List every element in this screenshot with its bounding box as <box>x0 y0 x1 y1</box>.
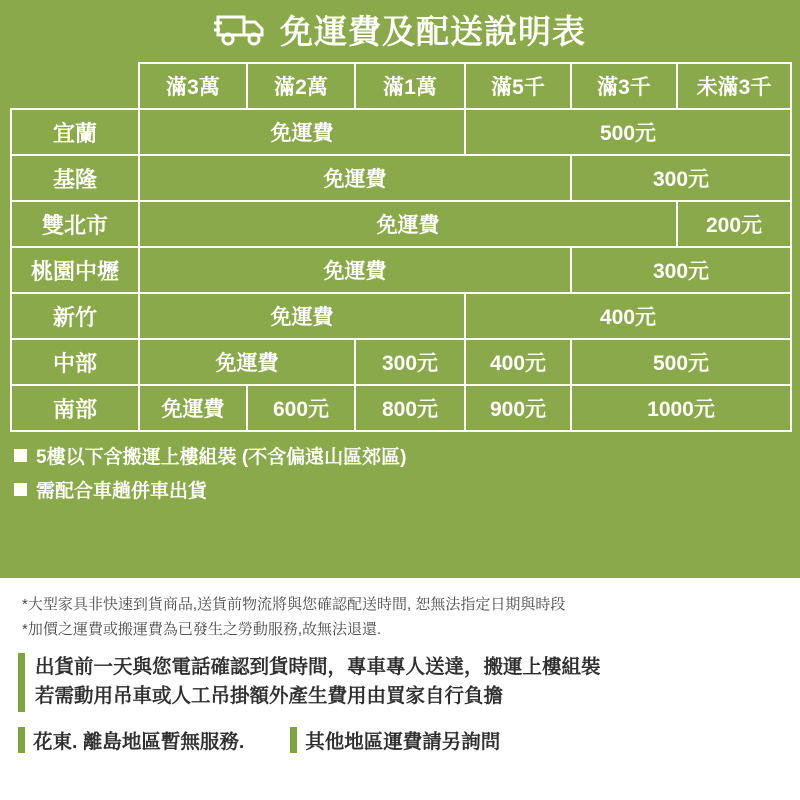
table-row-header: 新竹 <box>11 293 139 339</box>
table-cell: 900元 <box>465 385 571 431</box>
table-row <box>11 155 791 201</box>
table-cell: 免運費 <box>139 385 247 431</box>
disclaimer-panel <box>0 578 800 800</box>
accent-bar <box>290 727 297 753</box>
table-col-header: 滿5千 <box>465 63 571 109</box>
table-cell: 免運費 <box>139 201 677 247</box>
note-text: 需配合車趟併車出貨 <box>36 481 208 502</box>
table-cell: 800元 <box>355 385 465 431</box>
table-row <box>11 385 791 431</box>
table-col-header: 滿3千 <box>571 63 677 109</box>
table-row-header: 宜蘭 <box>11 109 139 155</box>
table-cell: 免運費 <box>139 155 571 201</box>
table-cell: 400元 <box>465 293 791 339</box>
bullet-square-icon <box>14 449 27 462</box>
table-cell: 免運費 <box>139 247 571 293</box>
bottom-note-row <box>18 726 782 754</box>
table-cell: 300元 <box>355 339 465 385</box>
table-row-header: 中部 <box>11 339 139 385</box>
bottom-note-left: 花東. 離島地區暫無服務. <box>33 730 245 753</box>
table-cell: 免運費 <box>139 109 465 155</box>
table-row <box>11 339 791 385</box>
table-cell: 400元 <box>465 339 571 385</box>
bullet-square-icon <box>14 483 27 496</box>
list-item <box>14 442 800 469</box>
table-cell: 300元 <box>571 247 791 293</box>
table-col-header: 滿3萬 <box>139 63 247 109</box>
table-cell: 600元 <box>247 385 355 431</box>
table-row-header: 雙北市 <box>11 201 139 247</box>
page-title: 免運費及配送說明表 <box>280 12 586 50</box>
table-cell: 300元 <box>571 155 791 201</box>
small-note: *加價之運費或搬運費為已發生之勞動服務,故無法退還. <box>22 620 382 638</box>
small-note: *大型家具非快速到貨商品,送貨前物流將與您確認配送時間, 恕無法指定日期與時段 <box>22 596 566 613</box>
table-corner-cell <box>11 63 139 109</box>
table-header-row <box>11 63 791 109</box>
table-col-header: 滿2萬 <box>247 63 355 109</box>
table-cell: 200元 <box>677 201 791 247</box>
table-cell: 1000元 <box>571 385 791 431</box>
highlight-text: 若需動用吊車或人工吊掛額外產生費用由買家自行負擔 <box>35 685 504 708</box>
table-row-header: 基隆 <box>11 155 139 201</box>
highlight-text: 出貨前一天與您電話確認到貨時間，專車專人送達，搬運上樓組裝 <box>35 656 601 678</box>
table-cell: 500元 <box>465 109 791 155</box>
note-list <box>14 442 800 503</box>
bottom-note-right: 其他地區運費請另詢問 <box>305 730 501 753</box>
table-row-header: 桃園中壢 <box>11 247 139 293</box>
accent-bar <box>18 653 25 712</box>
table-row <box>11 247 791 293</box>
highlight-block <box>18 653 782 712</box>
table-cell: 免運費 <box>139 293 465 339</box>
table-cell: 500元 <box>571 339 791 385</box>
page-title-bar <box>0 0 800 62</box>
truck-icon <box>214 9 270 54</box>
list-item <box>14 476 800 503</box>
table-body <box>11 109 791 431</box>
shipping-table-wrap <box>0 62 800 432</box>
table-row-header: 南部 <box>11 385 139 431</box>
table-row <box>11 201 791 247</box>
table-col-header: 滿1萬 <box>355 63 465 109</box>
table-cell: 免運費 <box>139 339 355 385</box>
accent-bar <box>18 727 25 753</box>
table-col-header: 未滿3千 <box>677 63 791 109</box>
table-row <box>11 293 791 339</box>
shipping-table <box>10 62 792 432</box>
table-row <box>11 109 791 155</box>
note-text: 5樓以下含搬運上樓組裝 (不含偏遠山區郊區) <box>36 447 407 468</box>
